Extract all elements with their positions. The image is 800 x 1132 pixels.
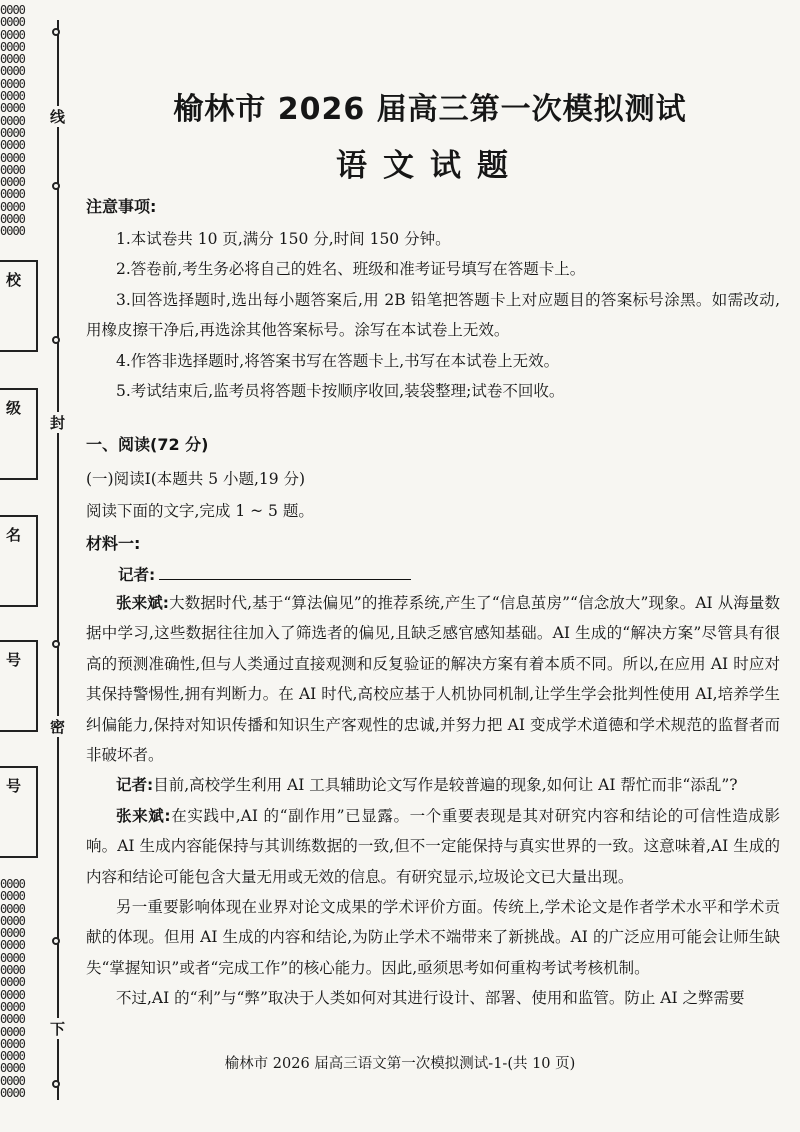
reporter-label: 记者: [118,566,156,584]
fill-blank [159,562,411,580]
seal-mark-feng: 封 [50,414,66,432]
binding-margin [0,0,78,1132]
field-exam-number: 号 [0,640,38,732]
field-name: 名 [0,515,38,607]
notice-item: 3.回答选择题时,选出每小题答案后,用 2B 铅笔把答题卡上对应题目的答案标号涂黑。如需改动,用橡皮擦干净后,再选涂其他答案标号。涂写在本试卷上无效。 [86,290,780,340]
passage-paragraph: 张来斌:在实践中,AI 的“副作用”已显露。一个重要表现是其对研究内容和结论的可信性造成影响。AI 生成内容能保持与其训练数据的一致,但不一定能保持与真实世界的一致。这意味着,AI 生成的内容和结论可能包含大量无用或无效的信息。有研究显示,垃圾论文已大量出现。 [86,806,780,886]
speaker-label: 张来斌: [116,594,170,612]
seal-mark-xian: 线 [50,108,66,126]
notice-item: 1.本试卷共 10 页,满分 150 分,时间 150 分钟。 [116,230,451,248]
reporter-blank-line [118,562,411,585]
subsection-heading: (一)阅读Ⅰ(本题共 5 小题,19 分) [86,470,306,488]
passage-paragraph: 不过,AI 的“利”与“弊”取决于人类如何对其进行设计、部署、使用和监管。防止 AI 之弊需要 [116,989,745,1008]
exam-title: 榆林市 2026 届高三第一次模拟测试 [173,92,687,127]
binding-hole-marker [52,937,60,945]
binding-hole-marker [52,336,60,344]
speaker-label: 张来斌: [116,806,171,825]
instruction-text: 阅读下面的文字,完成 1 ~ 5 题。 [86,502,314,520]
passage-paragraph: 张来斌:大数据时代,基于“算法偏见”的推荐系统,产生了“信息茧房”“信念放大”现象。AI 从海量数据中学习,这些数据往往加入了筛选者的偏见,且缺乏感官感知基础。AI 生成的“解决方案”尽管具有很高的预测准确性,但与人类通过直接观测和反复验证的解决方案有着本质不同。所以,在应用 AI 时应对其保持警惕性,拥有判断力。在 AI 时代,高校应基于人机协同机制,让学生学会批判性使用 AI,培养学生纠偏能力,保持对知识传播和知识生产客观性的忠诚,并努力把 AI 变成学术道德和学术规范的监督者而非破坏者。 [86,594,780,765]
field-school: 校 [0,260,38,352]
material-label: 材料一: [86,534,141,553]
reading-passage [86,588,780,1014]
notice-list [86,224,780,406]
notice-item: 4.作答非选择题时,将答案书写在答题卡上,书写在本试卷上无效。 [116,351,560,370]
page-footer: 榆林市 2026 届高三语文第一次模拟测试-1-(共 10 页) [224,1056,576,1072]
notice-heading: 注意事项: [86,197,157,216]
perforation-bottom: 0000 0000 0000 0000 0000 0000 0000 0000 0000 0000 0000 0000 0000 0000 0000 0000 0000 0000 [0,877,25,1101]
binding-hole-marker [52,640,60,648]
binding-hole-marker [52,182,60,190]
passage-paragraph: 记者:目前,高校学生利用 AI 工具辅助论文写作是较普遍的现象,如何让 AI 帮忙而非“添乱”? [116,776,738,795]
notice-item: 5.考试结束后,监考员将答题卡按顺序收回,装袋整理;试卷不回收。 [116,382,565,401]
passage-paragraph: 另一重要影响体现在业界对论文成果的学术评价方面。传统上,学术论文是作者学术水平和学术贡献的体现。但用 AI 生成的内容和结论,为防止学术不端带来了新挑战。AI 的广泛应用可能会让师生缺失“掌握知识”或者“完成工作”的核心能力。因此,亟须思考如何重构考试考核机制。 [86,898,780,977]
binding-hole-marker [52,1080,60,1088]
field-seat-number: 号 [0,766,38,858]
exam-subject: 语文试题 [336,148,524,184]
binding-hole-marker [52,28,60,36]
speaker-label: 记者: [116,776,154,795]
field-class: 级 [0,388,38,480]
perforation-top: 0000 0000 0000 0000 0000 0000 0000 0000 0000 0000 0000 0000 0000 0000 0000 0000 0000 0000 0000 [0,3,25,239]
section-heading: 一、阅读(72 分) [86,435,209,454]
seal-mark-mi: 密 [50,718,66,736]
notice-item: 2.答卷前,考生务必将自己的姓名、班级和准考证号填写在答题卡上。 [116,260,586,279]
seal-mark-xia: 下 [50,1020,66,1038]
